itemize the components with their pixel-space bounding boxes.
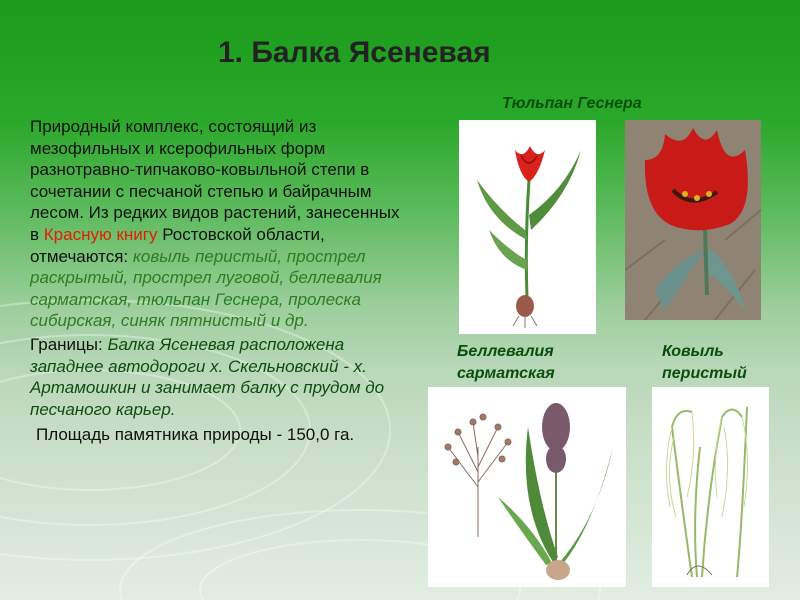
tulip-illustration	[459, 120, 596, 334]
kovyl-illustration	[652, 387, 769, 587]
description-intro: Природный комплекс, состоящий из мезофильных и ксерофильных форм разнотравно-типчаково-ковыльной степи в сочетании с песчаной степью и байрачным лесом. Из редких видов растений, занесенных в	[30, 117, 400, 244]
borders-label: Границы:	[30, 334, 108, 354]
description-region: Ростовской области, отмечаются:	[30, 224, 325, 266]
description-paragraph	[30, 116, 408, 332]
caption-bellevalia	[457, 341, 555, 385]
caption-kovyl-line2: перистый	[662, 365, 747, 382]
caption-kovyl	[662, 341, 747, 385]
caption-bellevalia-line2: сарматская	[457, 365, 555, 382]
caption-bellevalia-line1: Беллевалия	[457, 343, 554, 360]
rare-species-list: ковыль перистый, прострел раскрытый, прострел луговой, беллевалия сарматская, тюльпан Геснера, пролеска сибирская, синяк пятнистый и др.	[30, 246, 382, 331]
borders-text: Балка Ясеневая расположена западнее автодороги х. Скельновский - х. Артамошкин и занимает балку с прудом до песчаного карьер.	[30, 334, 385, 419]
bellevalia-illustration	[428, 387, 626, 587]
slide-title: 1. Балка Ясеневая	[218, 36, 491, 69]
area-paragraph: Площадь памятника природы - 150,0 га.	[36, 425, 355, 445]
tulip-photo	[625, 120, 761, 320]
description-text	[30, 116, 408, 446]
caption-kovyl-line1: Ковыль	[662, 343, 724, 360]
caption-tulip: Тюльпан Геснера	[502, 95, 642, 112]
red-book-link-text: Красную книгу	[43, 224, 158, 244]
borders-paragraph	[30, 334, 408, 420]
